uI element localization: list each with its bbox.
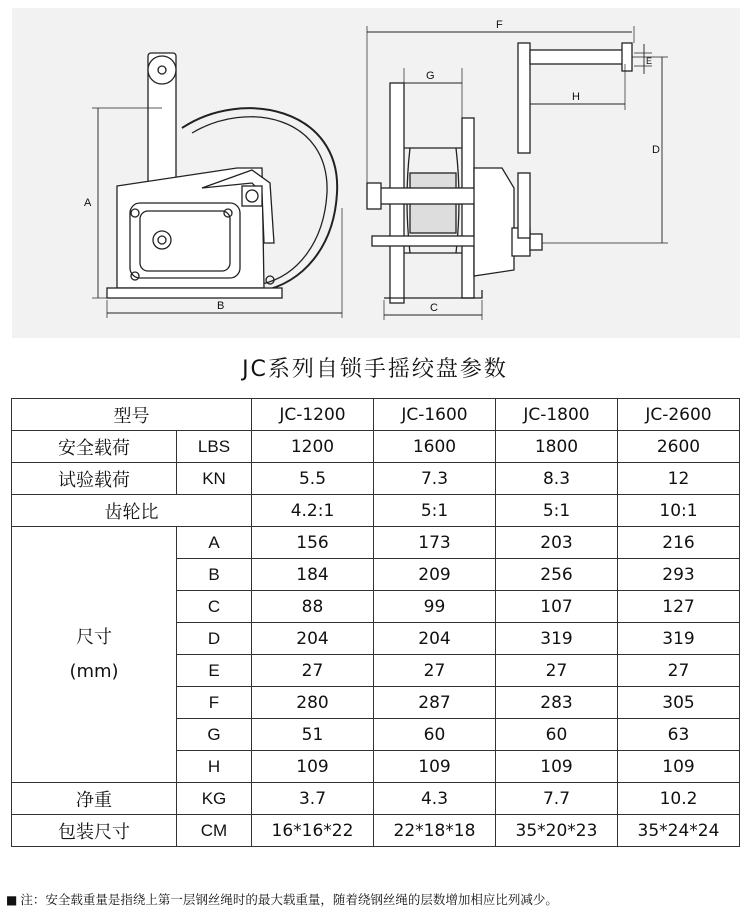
spec-table: [11, 398, 740, 847]
row-unit: CM: [177, 815, 252, 847]
table-row: [12, 527, 740, 559]
row-label: 安全载荷: [12, 431, 177, 463]
row-label: 试验载荷: [12, 463, 177, 495]
dim-label-e: E: [646, 56, 653, 66]
value-cell: 204: [374, 623, 496, 655]
value-cell: 7.7: [496, 783, 618, 815]
table-row: [12, 463, 740, 495]
value-cell: 283: [496, 687, 618, 719]
page-title: JC系列自锁手摇绞盘参数: [242, 357, 508, 382]
value-cell: 287: [374, 687, 496, 719]
value-cell: 107: [496, 591, 618, 623]
row-unit: KN: [177, 463, 252, 495]
value-cell: 173: [374, 527, 496, 559]
value-cell: 1200: [252, 431, 374, 463]
value-cell: 203: [496, 527, 618, 559]
value-cell: 4.2:1: [252, 495, 374, 527]
header-row: [12, 399, 740, 431]
value-cell: 1600: [374, 431, 496, 463]
value-cell: 88: [252, 591, 374, 623]
header-label: 型号: [12, 399, 252, 431]
table-row: [12, 495, 740, 527]
dim-group-unit: (mm): [69, 660, 119, 682]
row-label: 齿轮比: [12, 495, 252, 527]
value-cell: 293: [618, 559, 740, 591]
value-cell: 5.5: [252, 463, 374, 495]
value-cell: 3.7: [252, 783, 374, 815]
value-cell: 63: [618, 719, 740, 751]
row-unit: KG: [177, 783, 252, 815]
dim-key: D: [177, 623, 252, 655]
row-label: 包装尺寸: [12, 815, 177, 847]
value-cell: 305: [618, 687, 740, 719]
value-cell: 209: [374, 559, 496, 591]
value-cell: 156: [252, 527, 374, 559]
value-cell: 27: [496, 655, 618, 687]
winch-technical-drawing: [12, 8, 740, 338]
dim-key: E: [177, 655, 252, 687]
table-row: [12, 431, 740, 463]
value-cell: 5:1: [496, 495, 618, 527]
dim-key: C: [177, 591, 252, 623]
dim-key: H: [177, 751, 252, 783]
dim-label-d: D: [652, 144, 660, 156]
value-cell: 35*20*23: [496, 815, 618, 847]
table-row: [12, 783, 740, 815]
value-cell: 319: [496, 623, 618, 655]
value-cell: 51: [252, 719, 374, 751]
dim-group-label: [12, 527, 177, 783]
value-cell: 27: [618, 655, 740, 687]
value-cell: 1800: [496, 431, 618, 463]
value-cell: 4.3: [374, 783, 496, 815]
dim-group-title: 尺寸: [76, 626, 112, 648]
dim-label-b: B: [217, 300, 225, 312]
table-row: [12, 815, 740, 847]
value-cell: 127: [618, 591, 740, 623]
value-cell: 35*24*24: [618, 815, 740, 847]
model-cell: JC-1200: [252, 399, 374, 431]
footnote-text: 注：安全载重量是指绕上第一层钢丝绳时的最大载重量，随着绕钢丝绳的层数增加相应比列减少。: [20, 892, 558, 907]
value-cell: 256: [496, 559, 618, 591]
value-cell: 12: [618, 463, 740, 495]
value-cell: 216: [618, 527, 740, 559]
model-cell: JC-1600: [374, 399, 496, 431]
value-cell: 10:1: [618, 495, 740, 527]
value-cell: 109: [496, 751, 618, 783]
value-cell: 109: [252, 751, 374, 783]
bullet-square: ■: [6, 893, 18, 907]
row-unit: LBS: [177, 431, 252, 463]
value-cell: 280: [252, 687, 374, 719]
value-cell: 109: [374, 751, 496, 783]
dim-label-h: H: [572, 91, 580, 103]
value-cell: 22*18*18: [374, 815, 496, 847]
value-cell: 8.3: [496, 463, 618, 495]
dim-key: B: [177, 559, 252, 591]
value-cell: 16*16*22: [252, 815, 374, 847]
value-cell: 5:1: [374, 495, 496, 527]
value-cell: 319: [618, 623, 740, 655]
value-cell: 99: [374, 591, 496, 623]
value-cell: 2600: [618, 431, 740, 463]
dim-label-c: C: [430, 302, 438, 314]
value-cell: 184: [252, 559, 374, 591]
value-cell: 27: [252, 655, 374, 687]
dim-key: F: [177, 687, 252, 719]
dim-label-g: G: [426, 70, 435, 82]
model-cell: JC-1800: [496, 399, 618, 431]
dim-key: G: [177, 719, 252, 751]
value-cell: 60: [374, 719, 496, 751]
dim-label-f: F: [496, 19, 503, 31]
value-cell: 109: [618, 751, 740, 783]
model-cell: JC-2600: [618, 399, 740, 431]
value-cell: 60: [496, 719, 618, 751]
value-cell: 10.2: [618, 783, 740, 815]
value-cell: 7.3: [374, 463, 496, 495]
dim-key: A: [177, 527, 252, 559]
footnote: [6, 890, 558, 908]
row-label: 净重: [12, 783, 177, 815]
value-cell: 27: [374, 655, 496, 687]
value-cell: 204: [252, 623, 374, 655]
dim-label-a: A: [84, 197, 92, 209]
